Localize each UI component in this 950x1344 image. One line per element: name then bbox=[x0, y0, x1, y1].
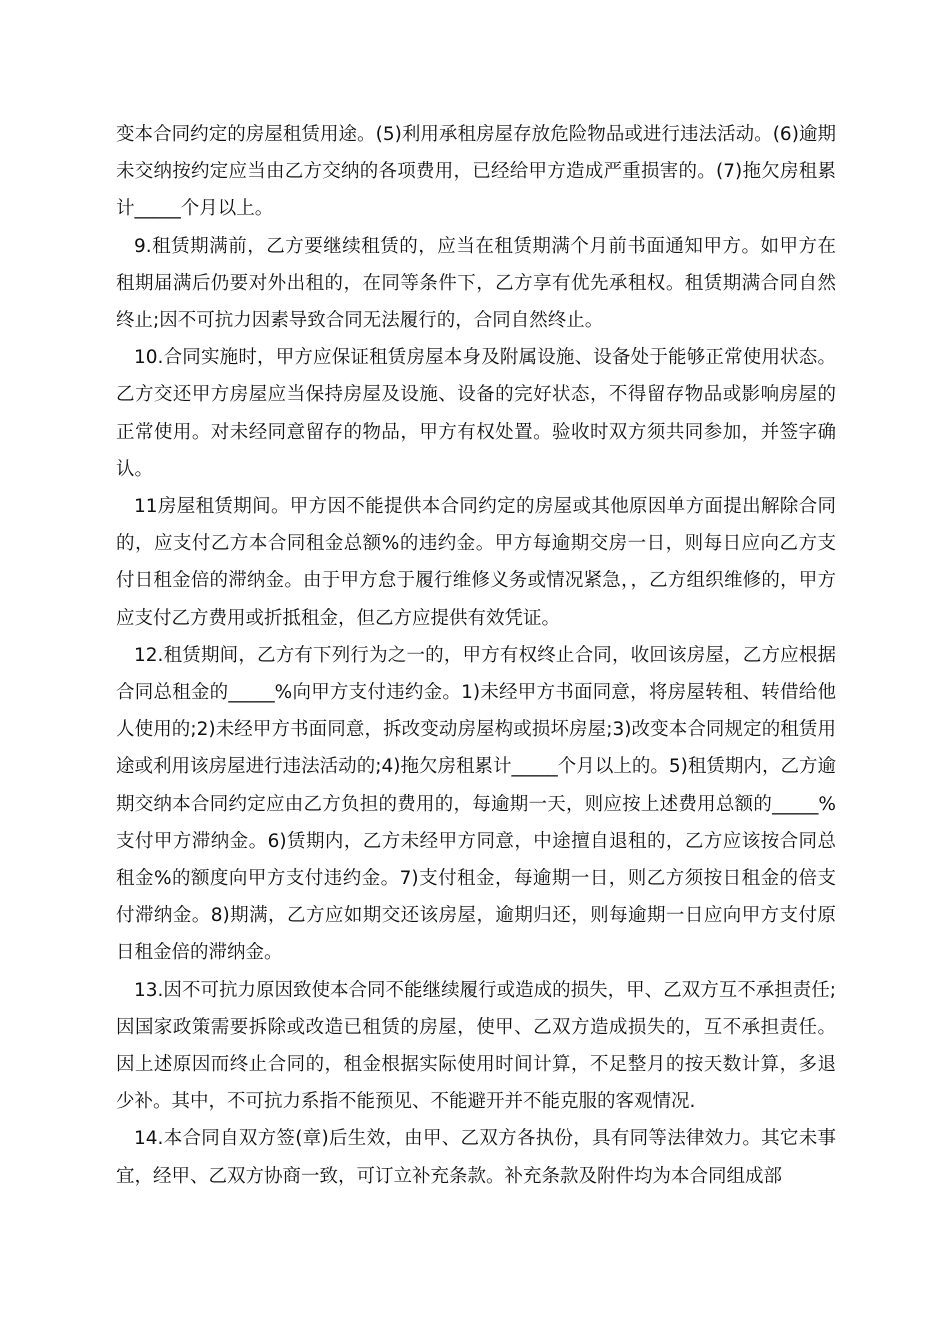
paragraph-clause-10: 10.合同实施时，甲方应保证租赁房屋本身及附属设施、设备处于能够正常使用状态。乙方交还甲方房屋应当保持房屋及设施、设备的完好状态，不得留存物品或影响房屋的正常使用。对未经同意留存的物品，甲方有权处置。验收时双方须共同参加，并签字确认。 bbox=[116, 347, 836, 480]
paragraph-clause-14: 14.本合同自双方签(章)后生效，由甲、乙双方各执份，具有同等法律效力。其它未事宜，经甲、乙双方协商一致，可订立补充条款。补充条款及附件均为本合同组成部 bbox=[116, 1128, 836, 1187]
document-page bbox=[116, 116, 836, 1195]
paragraph-clause-13: 13.因不可抗力原因致使本合同不能继续履行或造成的损失，甲、乙双方互不承担责任;因国家政策需要拆除或改造已租赁的房屋，使甲、乙双方造成损失的，互不承担责任。因上述原因而终止合同的，租金根据实际使用时间计算，不足整月的按天数计算，多退少补。其中，不可抗力系指不能预见、不能避开并不能克服的客观情况. bbox=[116, 979, 836, 1113]
paragraph-clause-12: 12.租赁期间，乙方有下列行为之一的，甲方有权终止合同，收回该房屋，乙方应根据合同总租金的_____%向甲方支付违约金。1)未经甲方书面同意，将房屋转租、转借给他人使用的;2)未经甲方书面同意，拆改变动房屋构或损坏房屋;3)改变本合同规定的租赁用途或利用该房屋进行违法活动的;4)拖欠房租累计_____个月以上的。5)租赁期内，乙方逾期交纳本合同约定应由乙方负担的费用的，每逾期一天，则应按上述费用总额的_____%支付甲方滞纳金。6)赁期内，乙方未经甲方同意，中途擅自退租的，乙方应该按合同总租金%的额度向甲方支付违约金。7)支付租金，每逾期一日，则乙方须按日租金的倍支付滞纳金。8)期满，乙方应如期交还该房屋，逾期归还，则每逾期一日应向甲方支付原日租金倍的滞纳金。 bbox=[116, 644, 836, 964]
paragraph-clause-11: 11房屋租赁期间。甲方因不能提供本合同约定的房屋或其他原因单方面提出解除合同的，应支付乙方本合同租金总额%的违约金。甲方每逾期交房一日，则每日应向乙方支付日租金倍的滞纳金。由于甲方怠于履行维修义务或情况紧急，，乙方组织维修的，甲方应支付乙方费用或折抵租金，但乙方应提供有效凭证。 bbox=[116, 496, 836, 629]
paragraph-clause-9: 9.租赁期满前，乙方要继续租赁的，应当在租赁期满个月前书面通知甲方。如甲方在租期届满后仍要对外出租的，在同等条件下，乙方享有优先承租权。租赁期满合同自然终止;因不可抗力因素导致合同无法履行的，合同自然终止。 bbox=[116, 235, 836, 332]
paragraph-continuation: 变本合同约定的房屋租赁用途。(5)利用承租房屋存放危险物品或进行违法活动。(6)逾期未交纳按约定应当由乙方交纳的各项费用，已经给甲方造成严重损害的。(7)拖欠房租累计_____个月以上。 bbox=[116, 124, 836, 220]
